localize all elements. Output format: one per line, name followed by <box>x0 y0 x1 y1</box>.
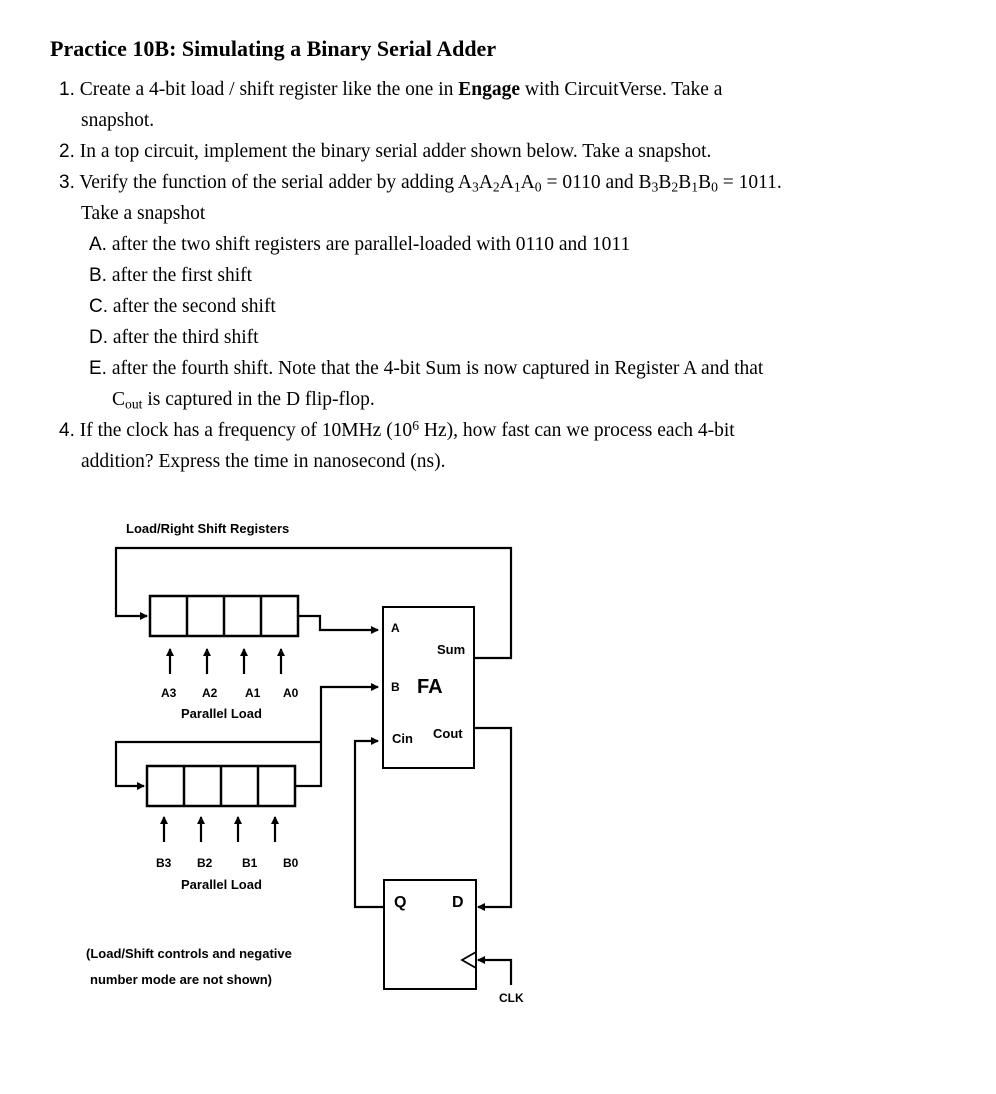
fa-input-a-label: A <box>391 621 400 635</box>
item-number: 1. <box>59 79 75 100</box>
q-to-cin-wire <box>355 741 384 907</box>
sub-item-b: B. after the first shift <box>89 265 253 286</box>
item-number: 2. <box>59 141 75 162</box>
input-label-b2: B2 <box>197 856 213 870</box>
fa-sum-label: Sum <box>437 642 466 657</box>
item-text: = 0110 and <box>541 172 639 193</box>
item-number: 4. <box>59 420 75 441</box>
clk-wire <box>478 960 511 985</box>
input-label-b0: B0 <box>283 856 299 870</box>
emphasis-text: Engage <box>458 79 521 100</box>
item-continuation: snapshot. <box>81 110 155 131</box>
parallel-load-arrows-b <box>164 817 275 842</box>
item-text: with CircuitVerse. Take a <box>520 79 723 100</box>
item-text: In a top circuit, implement the binary serial adder shown below. Take a snapshot. <box>79 141 712 162</box>
diagram-note-line-2: number mode are not shown) <box>90 972 273 987</box>
input-label-a3: A3 <box>161 686 177 700</box>
item-text: Verify the function of the serial adder by adding <box>79 172 458 193</box>
reg-b-output-wire <box>295 687 378 786</box>
parallel-load-label-b: Parallel Load <box>181 877 262 892</box>
ff-d-label: D <box>452 894 464 911</box>
list-item-4: 4. If the clock has a frequency of 10MHz ($10^6$ Hz), how fast can we process each 4-bit <box>59 417 735 441</box>
fa-label: FA <box>417 676 443 698</box>
fa-cout-label: Cout <box>433 726 463 741</box>
parallel-load-label-a: Parallel Load <box>181 706 262 721</box>
item-text: Create a 4-bit load / shift register like the one in <box>79 79 459 100</box>
input-label-a2: A2 <box>202 686 218 700</box>
sub-item-c: C. after the second shift <box>89 296 276 317</box>
register-a <box>150 596 298 636</box>
fa-input-b-label: B <box>391 680 400 694</box>
register-b <box>147 766 295 806</box>
item-text: If the clock has a frequency of 10MHz (10 <box>79 420 413 441</box>
clock-triangle <box>462 952 476 968</box>
input-label-b3: B3 <box>156 856 172 870</box>
sub-item-d: D. after the third shift <box>89 327 259 348</box>
sub-item-a: A. after the two shift registers are parallel-loaded with 0110 and 1011 <box>89 234 631 255</box>
diagram-note-line-1: (Load/Shift controls and negative <box>86 946 292 961</box>
fa-cin-label: Cin <box>392 731 413 746</box>
item-text: Hz), how fast can we process each 4-bit <box>419 420 735 441</box>
input-label-a0: A0 <box>283 686 299 700</box>
expression-a: $A_3A_2A_1A_0$ <box>457 172 542 195</box>
parallel-load-arrows-a <box>170 649 281 674</box>
item-continuation: addition? Express the time in nanosecond (ns). <box>81 451 446 472</box>
item-text: = 1011. <box>717 172 782 193</box>
input-label-b1: B1 <box>242 856 258 870</box>
input-label-a1: A1 <box>245 686 261 700</box>
reg-a-output-wire <box>298 616 378 630</box>
cout-to-d-wire <box>474 728 511 907</box>
page-title: Practice 10B: Simulating a Binary Serial Adder <box>50 36 497 61</box>
clk-label: CLK <box>499 991 524 1005</box>
ff-q-label: Q <box>394 894 407 911</box>
sub-item-e: E. after the fourth shift. Note that the 4-bit Sum is now captured in Register A and that <box>89 358 764 379</box>
sub-item-e-continuation: $C_{out}$ is captured in the D flip-flop. <box>112 389 375 412</box>
item-number: 3. <box>59 172 75 193</box>
diagram-title: Load/Right Shift Registers <box>126 521 290 536</box>
expression-b: $B_3B_2B_1B_0$ <box>638 172 718 195</box>
item-continuation: Take a snapshot <box>81 203 206 224</box>
